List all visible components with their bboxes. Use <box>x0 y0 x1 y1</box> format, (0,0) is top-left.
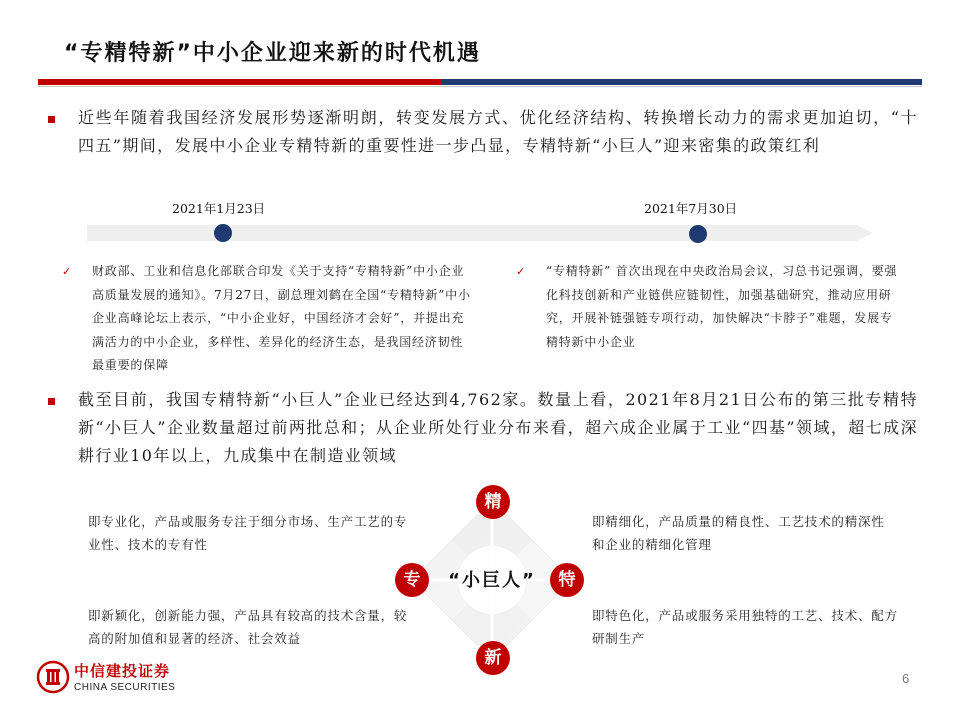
page-number: 6 <box>902 671 910 686</box>
paragraph-current-status: 截至目前，我国专精特新“小巨人”企业已经达到4,762家。数量上看，2021年8月21日公布的第三批专精特新“小巨人”企业数量超过前两批总和；从企业所处行业分布来看，超六成企业属于工业“四基”领域，超七成深耕行业10年以上，九成集中在制造业领域 <box>78 390 918 465</box>
check-icon: ✓ <box>516 265 526 278</box>
check-icon: ✓ <box>62 265 72 278</box>
badge-novel: 新 <box>476 641 510 675</box>
page-title: “专精特新”中小企业迎来新的时代机遇 <box>64 41 481 66</box>
diagram-center-label: “小巨人” <box>448 570 536 591</box>
badge-specialized: 专 <box>395 563 429 597</box>
badge-distinctive: 特 <box>550 563 584 597</box>
timeline-arrow <box>87 223 873 243</box>
desc-specialized: 即专业化，产品或服务专注于细分市场、生产工艺的专业性、技术的专有性 <box>88 514 408 552</box>
timeline-date-1: 2021年1月23日 <box>172 201 266 216</box>
title-underline-red <box>38 79 442 85</box>
company-name-en: CHINA SECURITIES <box>74 682 176 693</box>
paragraph-policy-background: 近些年随着我国经济发展形势逐渐明朗，转变发展方式、优化经济结构、转换增长动力的需求更加迫切，“十四五”期间，发展中小企业专精特新的重要性进一步凸显，专精特新“小巨人”迎来密集的政策红利 <box>78 108 918 155</box>
timeline-event-1: 财政部、工业和信息化部联合印发《关于支持“专精特新”中小企业高质量发展的通知》。7月27日，副总理刘鹤在全国“专精特新”中小企业高峰论坛上表示，“中小企业好，中国经济才会好”，并提出充满活力的中小企业，多样性、差异化的经济生态，是我国经济韧性最重要的保障 <box>92 264 471 372</box>
company-name-cn: 中信建投证券 <box>74 662 171 680</box>
timeline-marker-1 <box>214 224 232 242</box>
desc-refined: 即精细化，产品质量的精良性、工艺技术的精深性和企业的精细化管理 <box>592 514 885 552</box>
badge-refined: 精 <box>476 485 510 519</box>
title-underline-blue <box>442 79 922 85</box>
timeline-event-2: “专精特新” 首次出现在中央政治局会议，习总书记强调，要强化科技创新和产业链供应链韧性，加强基础研究，推动应用研究，开展补链强链专项行动，加快解决“卡脖子”难题，发展专精特新中小企业 <box>546 264 898 349</box>
company-logo-icon <box>36 660 70 694</box>
timeline-date-2: 2021年7月30日 <box>644 201 738 216</box>
bullet-square-icon <box>48 116 55 123</box>
desc-novel: 即新颖化，创新能力强，产品具有较高的技术含量，较高的附加值和显著的经济、社会效益 <box>88 608 408 646</box>
title-underline-thin <box>38 86 922 87</box>
bullet-square-icon <box>48 398 55 405</box>
desc-distinctive: 即特色化，产品或服务采用独特的工艺、技术、配方研制生产 <box>592 608 898 646</box>
timeline-marker-2 <box>689 225 707 243</box>
